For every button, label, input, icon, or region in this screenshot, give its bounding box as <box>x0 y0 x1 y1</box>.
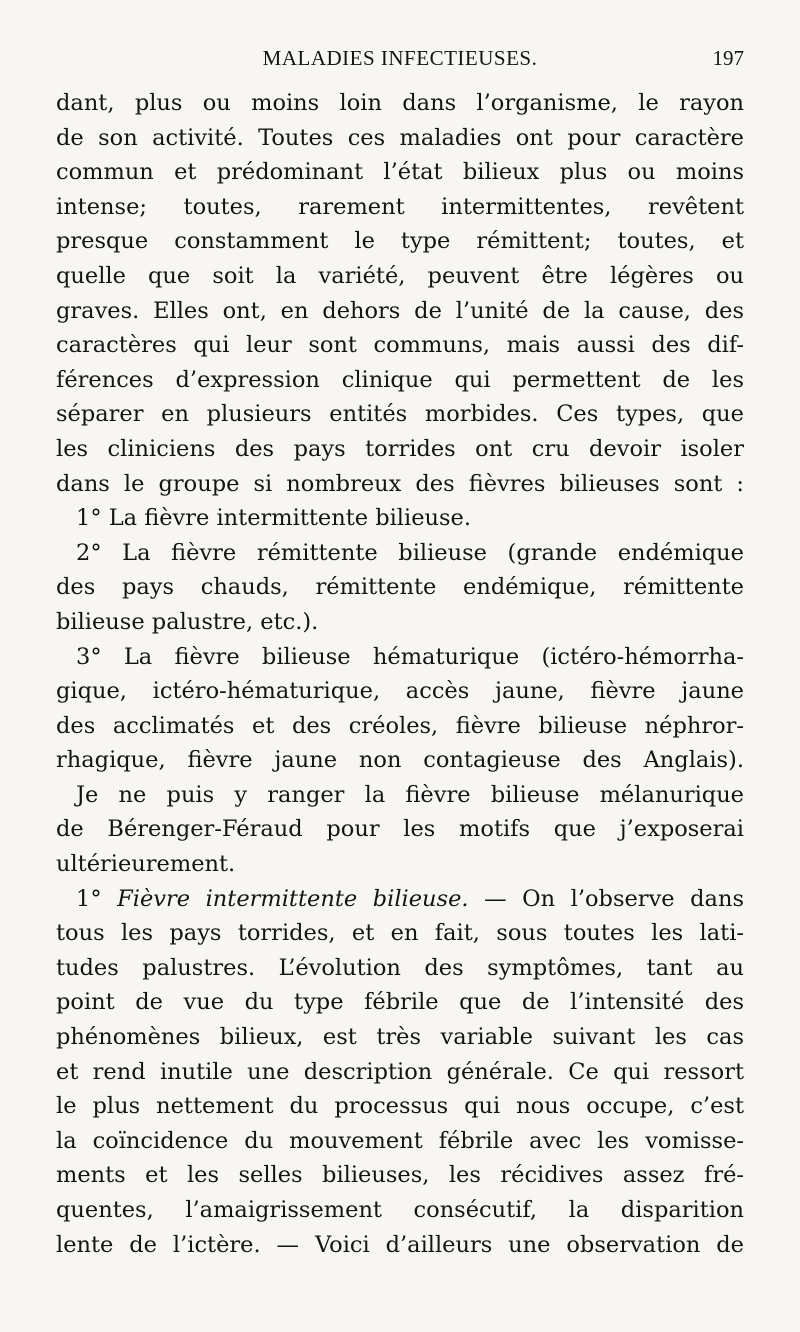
paragraph-start: Je ne puis y ranger la fièvre bilieuse mélanurique <box>76 781 744 808</box>
text-line: et rend inutile une description générale. Ce qui ressort <box>56 1058 744 1085</box>
list-item-2: 2° La fièvre rémittente bilieuse (grande endémique <box>76 539 744 566</box>
text-line: ments et les selles bilieuses, les récidives assez fré- <box>56 1162 744 1189</box>
running-head <box>56 40 744 86</box>
text-line: point de vue du type fébrile que de l’intensité des <box>56 989 744 1016</box>
section-text: — On l’observe dans <box>484 885 744 912</box>
section-number: 1° <box>76 885 102 912</box>
text-line: quentes, l’amaigrissement consécutif, la disparition <box>56 1197 744 1223</box>
text-line: dans le groupe si nombreux des fièvres bilieuses sont : <box>56 470 744 497</box>
text-line: tous les pays torrides, et en fait, sous toutes les lati- <box>56 920 744 947</box>
text-line: caractères qui leur sont communs, mais aussi des dif- <box>56 332 744 359</box>
text-line: des pays chauds, rémittente endémique, rémittente <box>56 574 744 601</box>
list-item-1: 1° La fièvre intermittente bilieuse. <box>76 505 472 532</box>
text-line: de Bérenger-Féraud pour les motifs que j’exposerai <box>56 816 744 843</box>
text-line: commun et prédominant l’état bilieux plus ou moins <box>56 159 744 186</box>
text-line: séparer en plusieurs entités morbides. Ces types, que <box>56 401 744 428</box>
text-line: rhagique, fièvre jaune non contagieuse des Anglais). <box>56 747 744 774</box>
text-line: le plus nettement du processus qui nous occupe, c’est <box>56 1093 744 1120</box>
section-title: Fièvre intermittente bilieuse. <box>117 885 469 912</box>
text-line: phénomènes bilieux, est très variable suivant les cas <box>56 1024 744 1051</box>
text-line: presque constamment le type rémittent; toutes, et <box>56 228 744 255</box>
text-line: intense; toutes, rarement intermittentes, revêtent <box>56 193 744 220</box>
text-line: de son activité. Toutes ces maladies ont pour caractère <box>56 124 744 151</box>
list-item-3: 3° La fièvre bilieuse hématurique (ictéro-hémorrha- <box>76 643 744 670</box>
text-line: bilieuse palustre, etc.). <box>56 608 319 635</box>
text-line: tudes palustres. L’évolution des symptômes, tant au <box>56 954 744 981</box>
text-line: gique, ictéro-hématurique, accès jaune, fièvre jaune <box>56 678 744 705</box>
page-body <box>56 86 744 1262</box>
text-line: quelle que soit la variété, peuvent être légères ou <box>56 262 744 289</box>
text-line: ultérieurement. <box>56 851 236 878</box>
text-line: la coïncidence du mouvement fébrile avec les vomisse- <box>56 1127 744 1154</box>
page-number: 197 <box>712 46 744 70</box>
text-line: graves. Elles ont, en dehors de l’unité de la cause, des <box>56 297 744 324</box>
text-line: des acclimatés et des créoles, fièvre bilieuse néphror- <box>56 712 744 739</box>
running-title: MALADIES INFECTIEUSES. <box>262 46 538 70</box>
text-line: férences d’expression clinique qui permettent de les <box>56 366 744 393</box>
text-line: dant, plus ou moins loin dans l’organisme, le rayon <box>56 90 744 116</box>
text-line: lente de l’ictère. — Voici d’ailleurs une observation de <box>56 1231 744 1258</box>
section-heading-line <box>56 882 744 917</box>
text-line: les cliniciens des pays torrides ont cru devoir isoler <box>56 435 744 462</box>
